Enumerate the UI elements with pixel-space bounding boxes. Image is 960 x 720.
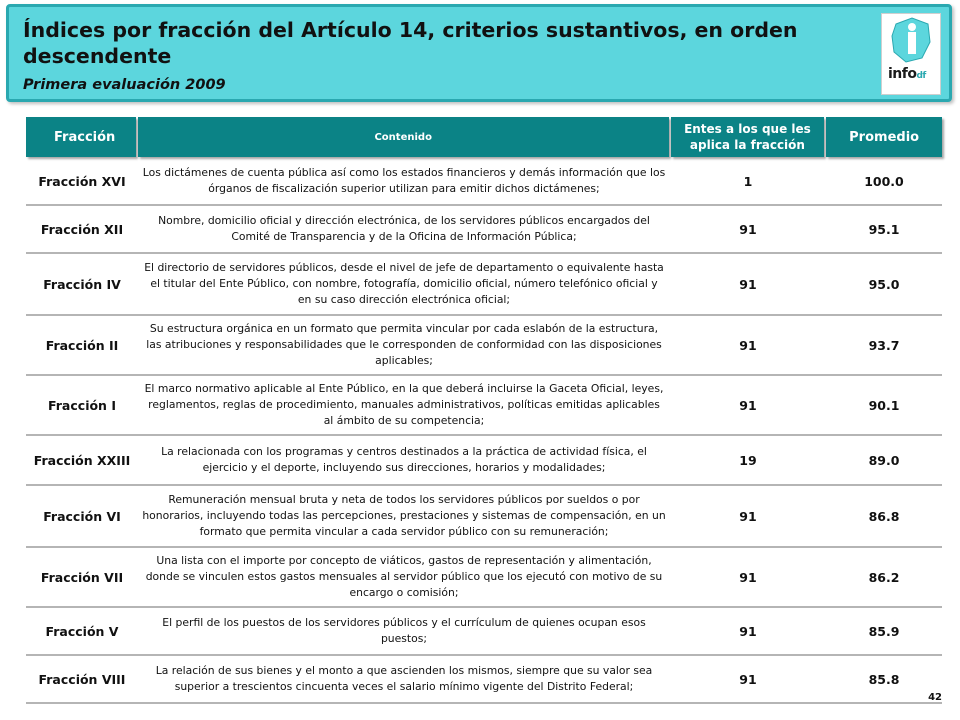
cell-fraccion: Fracción VII [40, 569, 124, 585]
cell-contenido: La relación de sus bienes y el monto a que ascienden los mismos, siempre que su valor sea superior a trescientos cincuenta veces el salario mínimo vigente del Distrito Federal; [155, 664, 653, 693]
table-header [26, 117, 942, 157]
cell-entes: 19 [739, 452, 757, 468]
table-row [26, 316, 942, 376]
page-number: 42 [928, 692, 942, 703]
cell-contenido: Remuneración mensual bruta y neta de todos los servidores públicos por sueldos o por honorarios, incluyendo todas las percepciones, prestaciones y sistemas de compensación, en un formato que permita vincular a cada servidor público con su remuneración; [142, 493, 666, 538]
cell-promedio: 100.0 [864, 173, 904, 189]
cell-promedio: 86.8 [868, 508, 900, 524]
column-header-entes: Entes a los que les aplica la fracción [671, 117, 825, 157]
cell-promedio: 89.0 [868, 452, 900, 468]
table-row [26, 158, 942, 206]
table-row [26, 608, 942, 656]
cell-entes: 91 [739, 276, 757, 292]
title-banner [6, 4, 952, 102]
map-logo-icon [882, 14, 942, 96]
table-row [26, 206, 942, 254]
cell-fraccion: Fracción II [45, 337, 119, 353]
cell-promedio: 85.9 [868, 623, 900, 639]
cell-promedio: 86.2 [868, 569, 900, 585]
cell-entes: 91 [739, 337, 757, 353]
cell-contenido: Una lista con el importe por concepto de viáticos, gastos de representación y alimentación, donde se vinculen estos gastos mensuales al servidor público que los ejecutó con motivo de su encargo o comisión; [145, 554, 663, 599]
table-body [26, 158, 942, 704]
cell-contenido: El directorio de servidores públicos, desde el nivel de jefe de departamento o equivalente hasta el titular del Ente Público, con nombre, fotografía, domicilio oficial, número telefónico oficial y en su caso dirección electrónica oficial; [144, 261, 664, 306]
cell-promedio: 90.1 [868, 397, 900, 413]
column-header-contenido: Contenido [138, 117, 669, 157]
table-row [26, 656, 942, 704]
table-row [26, 486, 942, 548]
cell-fraccion: Fracción XXIII [33, 452, 131, 468]
cell-fraccion: Fracción XII [40, 221, 124, 237]
cell-entes: 1 [743, 173, 753, 189]
cell-contenido: La relacionada con los programas y centros destinados a la práctica de actividad física, el ejercicio y el deporte, incluyendo sus direcciones, horarios y modalidades; [161, 445, 647, 474]
cell-contenido: Su estructura orgánica en un formato que permita vincular por cada eslabón de la estructura, las atribuciones y responsabilidades que le corresponden de conformidad con las disposiciones aplicables; [146, 322, 662, 367]
cell-fraccion: Fracción I [48, 397, 116, 413]
page-title: Índices por fracción del Artículo 14, criterios sustantivos, en orden descendente [23, 18, 798, 68]
table-row [26, 548, 942, 608]
table-row [26, 254, 942, 316]
cell-promedio: 85.8 [868, 671, 900, 687]
page-subtitle: Primera evaluación 2009 [23, 77, 226, 93]
cell-fraccion: Fracción VIII [38, 671, 126, 687]
cell-entes: 91 [739, 623, 757, 639]
table-row [26, 436, 942, 486]
cell-fraccion: Fracción XVI [38, 173, 126, 189]
cell-contenido: Los dictámenes de cuenta pública así como los estados financieros y demás información que los órganos de fiscalización superior utilizan para emitir dichos dictámenes; [142, 166, 666, 195]
cell-promedio: 93.7 [868, 337, 900, 353]
cell-promedio: 95.0 [868, 276, 900, 292]
cell-contenido: Nombre, domicilio oficial y dirección electrónica, de los servidores públicos encargados del Comité de Transparencia y de la Oficina de Información Pública; [158, 214, 650, 243]
column-header-promedio: Promedio [826, 117, 942, 157]
column-header-fraccion: Fracción [26, 117, 136, 157]
cell-entes: 91 [739, 569, 757, 585]
cell-fraccion: Fracción IV [43, 276, 121, 292]
cell-entes: 91 [739, 508, 757, 524]
info-df-logo [881, 13, 941, 95]
cell-entes: 91 [739, 397, 757, 413]
logo-wordmark: infodf [888, 66, 926, 82]
cell-contenido: El perfil de los puestos de los servidores públicos y el currículum de quienes ocupan esos puestos; [162, 616, 646, 645]
cell-promedio: 95.1 [868, 221, 900, 237]
cell-contenido: El marco normativo aplicable al Ente Público, en la que deberá incluirse la Gaceta Oficial, leyes, reglamentos, reglas de procedimiento, manuales administrativos, políticas emitidas aplicables al ámbito de su competencia; [144, 382, 664, 427]
cell-entes: 91 [739, 221, 757, 237]
cell-fraccion: Fracción V [45, 623, 119, 639]
cell-fraccion: Fracción VI [43, 508, 121, 524]
table-row [26, 376, 942, 436]
cell-entes: 91 [739, 671, 757, 687]
